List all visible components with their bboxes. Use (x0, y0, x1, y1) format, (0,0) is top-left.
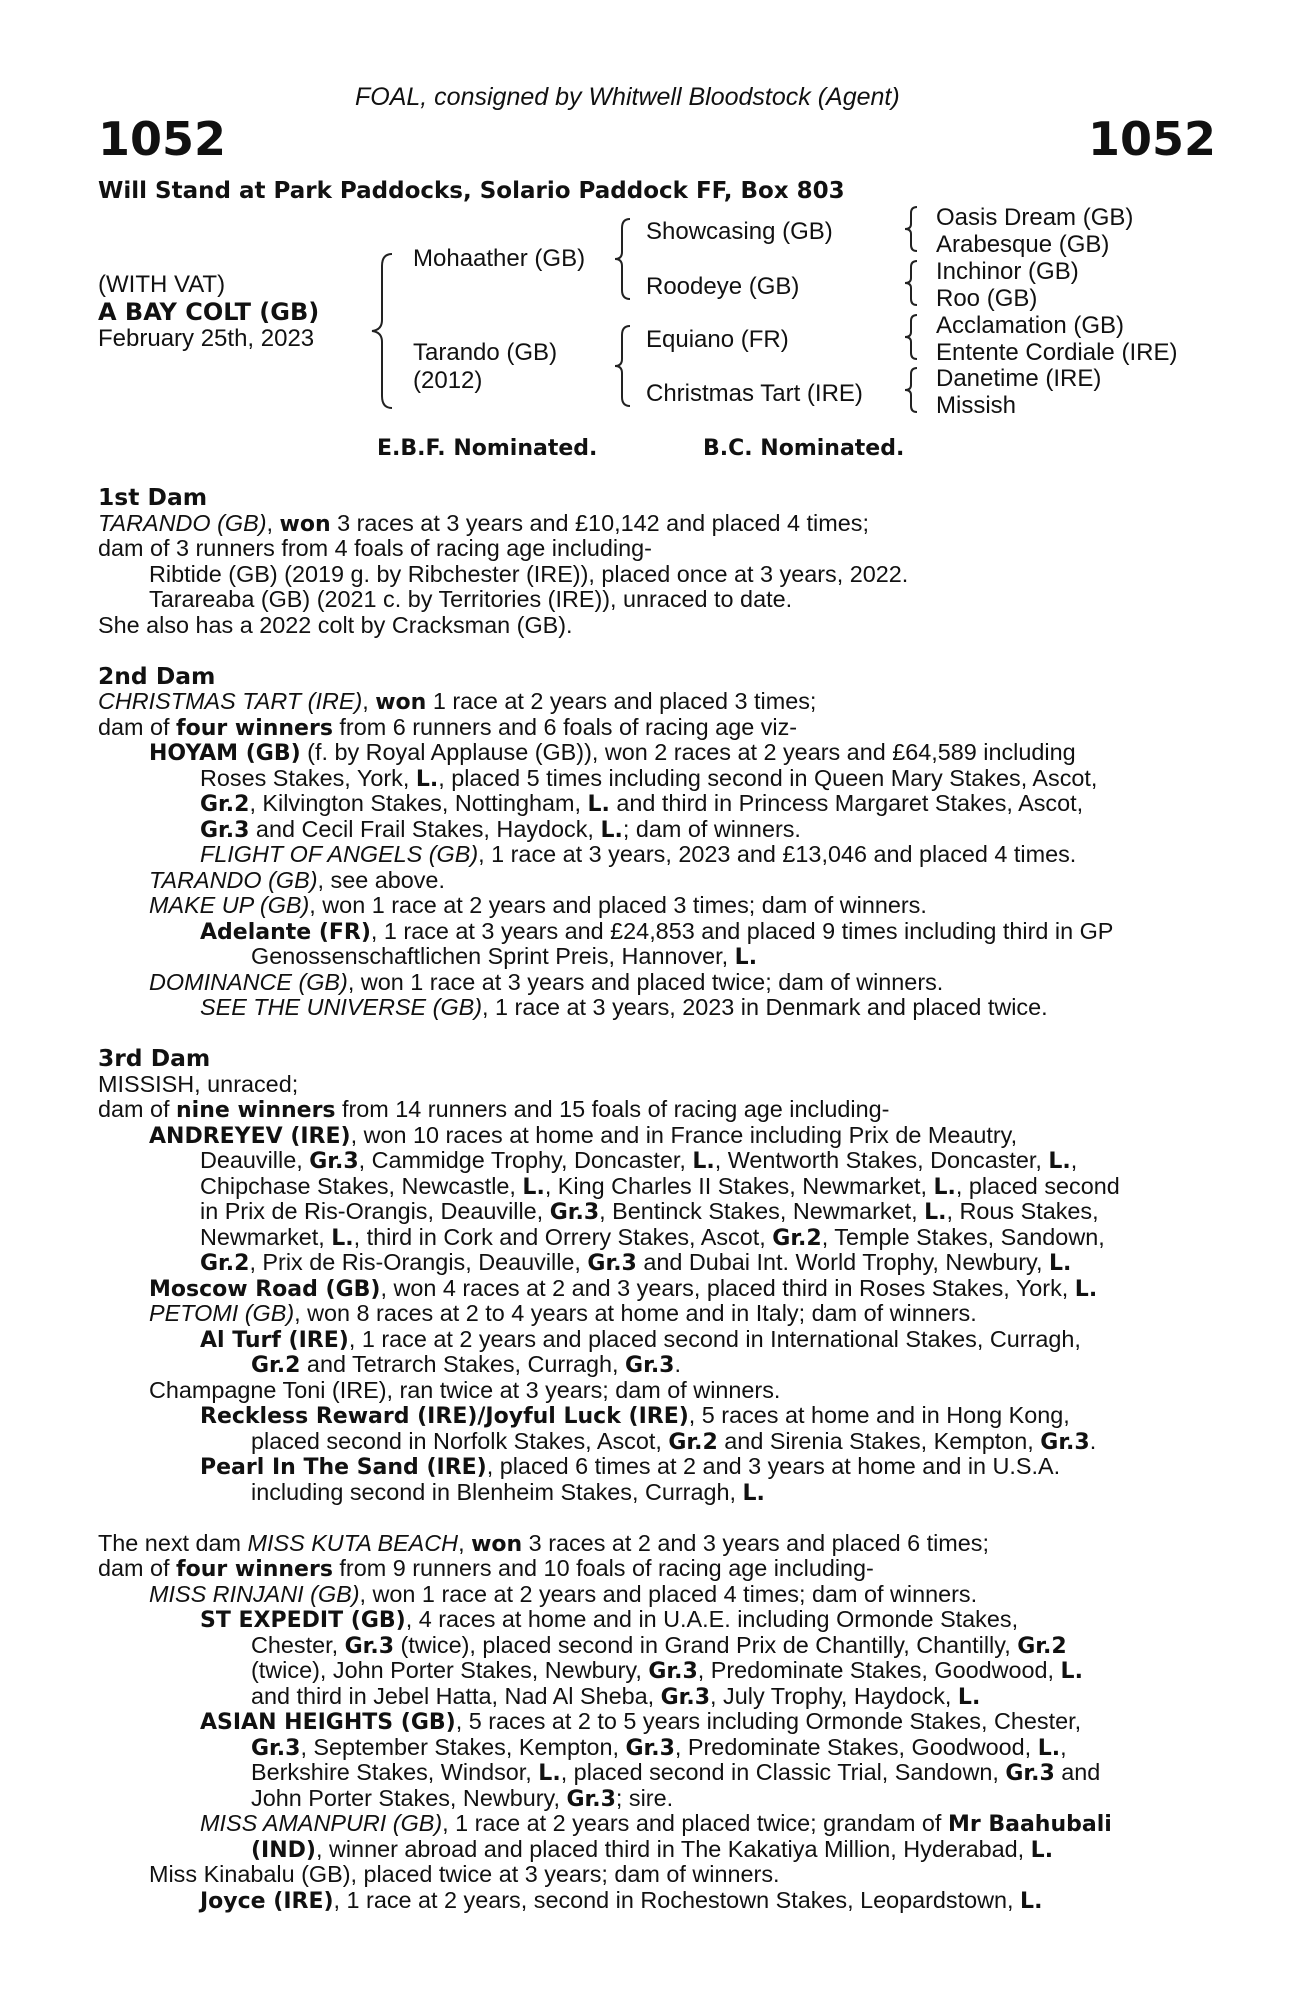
lot-number-right: 1052 (1088, 112, 1217, 166)
adelante-line-1: Adelante (FR), 1 race at 3 years and £24,853 and placed 9 times including third in GP (200, 918, 1114, 945)
adelante-line-2: Genossenschaftlichen Sprint Preis, Hannover, L. (251, 943, 758, 970)
champagne-toni-line: Champagne Toni (IRE), ran twice at 3 years; dam of winners. (149, 1377, 781, 1403)
hoyam-line-4: Gr.3 and Cecil Frail Stakes, Haydock, L.; dam of winners. (200, 816, 801, 843)
pedigree-sire: Mohaather (GB) (413, 245, 586, 272)
pearl-in-the-sand-line-1: Pearl In The Sand (IRE), placed 6 times at 2 and 3 years at home and in U.S.A. (200, 1453, 1061, 1480)
dominance-line: DOMINANCE (GB), won 1 race at 3 years and placed twice; dam of winners. (149, 969, 944, 995)
reckless-reward-line-1: Reckless Reward (IRE)/Joyful Luck (IRE), 5 races at home and in Hong Kong, (200, 1402, 1070, 1429)
horse-dob: February 25th, 2023 (98, 325, 315, 352)
pearl-in-the-sand-line-2: including second in Blenheim Stakes, Curragh, L. (251, 1479, 765, 1506)
hoyam-line-1: HOYAM (GB) (f. by Royal Applause (GB)), won 2 races at 2 years and £64,589 including (149, 739, 1076, 766)
second-dam-line: CHRISTMAS TART (IRE), won 1 race at 2 years and placed 3 times; (98, 688, 817, 715)
pedigree-dam: Tarando (GB) (413, 339, 558, 366)
pedigree-dam-sire: Equiano (FR) (646, 326, 789, 353)
tarando-line: TARANDO (GB), see above. (149, 867, 445, 893)
second-dam-heading: 2nd Dam (98, 662, 216, 690)
see-the-universe-line: SEE THE UNIVERSE (GB), 1 race at 3 years, 2023 in Denmark and placed twice. (200, 994, 1048, 1020)
ebf-nomination: E.B.F. Nominated. (377, 436, 598, 461)
andreyev-line-5: Newmarket, L., third in Cork and Orrery Stakes, Ascot, Gr.2, Temple Stakes, Sandown, (200, 1224, 1105, 1251)
pedigree-sire-sire: Showcasing (GB) (646, 218, 833, 245)
first-dam-note: She also has a 2022 colt by Cracksman (GB). (98, 612, 573, 638)
pedigree-dam-dam: Christmas Tart (IRE) (646, 380, 863, 407)
pedigree-sss: Oasis Dream (GB) (936, 204, 1134, 231)
miss-rinjani-line: MISS RINJANI (GB), won 1 race at 2 years and placed 4 times; dam of winners. (149, 1581, 978, 1607)
first-dam-produce-2: Tarareaba (GB) (2021 c. by Territories (IRE)), unraced to date. (149, 586, 793, 612)
andreyev-line-3: Chipchase Stakes, Newcastle, L., King Charles II Stakes, Newmarket, L., placed second (200, 1173, 1120, 1200)
al-turf-line-1: Al Turf (IRE), 1 race at 2 years and placed second in International Stakes, Curragh, (200, 1326, 1081, 1353)
next-dam-produce-intro: dam of four winners from 9 runners and 10 foals of racing age including- (98, 1555, 874, 1582)
st-expedit-line-4: and third in Jebel Hatta, Nad Al Sheba, Gr.3, July Trophy, Haydock, L. (251, 1683, 981, 1710)
first-dam-produce-1: Ribtide (GB) (2019 g. by Ribchester (IRE)), placed once at 3 years, 2022. (149, 561, 909, 587)
andreyev-line-6: Gr.2, Prix de Ris-Orangis, Deauville, Gr.3 and Dubai Int. World Trophy, Newbury, L. (200, 1249, 1072, 1276)
pedigree-brace-main (368, 250, 398, 412)
make-up-line: MAKE UP (GB), won 1 race at 2 years and placed 3 times; dam of winners. (149, 892, 927, 918)
hoyam-line-3: Gr.2, Kilvington Stakes, Nottingham, L. and third in Princess Margaret Stakes, Ascot, (200, 790, 1084, 817)
asian-heights-line-3: Berkshire Stakes, Windsor, L., placed second in Classic Trial, Sandown, Gr.3 and (251, 1759, 1101, 1786)
andreyev-line-4: in Prix de Ris-Orangis, Deauville, Gr.3, Bentinck Stakes, Newmarket, L., Rous Stakes, (200, 1198, 1099, 1225)
bc-nomination: B.C. Nominated. (703, 436, 905, 461)
pedigree-ddd: Missish (936, 392, 1017, 419)
pedigree-brace-sire (612, 216, 634, 302)
asian-heights-line-1: ASIAN HEIGHTS (GB), 5 races at 2 to 5 years including Ormonde Stakes, Chester, (200, 1708, 1082, 1735)
reckless-reward-line-2: placed second in Norfolk Stakes, Ascot, Gr.2 and Sirenia Stakes, Kempton, Gr.3. (251, 1428, 1097, 1455)
moscow-road-line: Moscow Road (GB), won 4 races at 2 and 3 years, placed third in Roses Stakes, York, L. (149, 1275, 1098, 1302)
flight-of-angels-line: FLIGHT OF ANGELS (GB), 1 race at 3 years, 2023 and £13,046 and placed 4 times. (200, 841, 1077, 867)
stand-location: Will Stand at Park Paddocks, Solario Paddock FF, Box 803 (98, 178, 845, 204)
horse-name: A BAY COLT (GB) (98, 298, 320, 326)
petomi-line: PETOMI (GB), won 8 races at 2 to 4 years at home and in Italy; dam of winners. (149, 1300, 977, 1326)
pedigree-dam-year: (2012) (413, 367, 483, 394)
first-dam-line: TARANDO (GB), won 3 races at 3 years and £10,142 and placed 4 times; (98, 510, 869, 537)
andreyev-line-2: Deauville, Gr.3, Cammidge Trophy, Doncaster, L., Wentworth Stakes, Doncaster, L., (200, 1147, 1078, 1174)
lot-number-left: 1052 (98, 112, 227, 166)
second-dam-produce-intro: dam of four winners from 6 runners and 6 foals of racing age viz- (98, 714, 798, 741)
pedigree-dss: Acclamation (GB) (936, 312, 1125, 339)
st-expedit-line-1: ST EXPEDIT (GB), 4 races at home and in U.A.E. including Ormonde Stakes, (200, 1606, 1019, 1633)
pedigree-sds: Inchinor (GB) (936, 258, 1079, 285)
pedigree-brace-dam (612, 323, 634, 409)
miss-amanpuri-line-2: (IND), winner abroad and placed third in The Kakatiya Million, Hyderabad, L. (251, 1836, 1054, 1863)
al-turf-line-2: Gr.2 and Tetrarch Stakes, Curragh, Gr.3. (251, 1351, 681, 1378)
pedigree-dsd: Entente Cordiale (IRE) (936, 339, 1178, 366)
pedigree-brace-sd (901, 258, 923, 308)
third-dam-heading: 3rd Dam (98, 1044, 211, 1072)
joyce-line: Joyce (IRE), 1 race at 2 years, second in Rochestown Stakes, Leopardstown, L. (200, 1887, 1043, 1914)
miss-kinabalu-line: Miss Kinabalu (GB), placed twice at 3 years; dam of winners. (149, 1861, 780, 1887)
pedigree-brace-dd (901, 365, 923, 415)
st-expedit-line-3: (twice), John Porter Stakes, Newbury, Gr.3, Predominate Stakes, Goodwood, L. (251, 1657, 1083, 1684)
andreyev-line-1: ANDREYEV (IRE), won 10 races at home and in France including Prix de Meautry, (149, 1122, 1018, 1149)
first-dam-heading: 1st Dam (98, 483, 208, 511)
asian-heights-line-4: John Porter Stakes, Newbury, Gr.3; sire. (251, 1785, 674, 1812)
first-dam-produce-intro: dam of 3 runners from 4 foals of racing age including- (98, 535, 652, 561)
pedigree-brace-ds (901, 312, 923, 362)
pedigree-dds: Danetime (IRE) (936, 365, 1102, 392)
pedigree-sdd: Roo (GB) (936, 285, 1038, 312)
consignor-line: FOAL, consigned by Whitwell Bloodstock (Agent) (355, 83, 900, 111)
asian-heights-line-2: Gr.3, September Stakes, Kempton, Gr.3, Predominate Stakes, Goodwood, L., (251, 1734, 1067, 1761)
third-dam-produce-intro: dam of nine winners from 14 runners and 15 foals of racing age including- (98, 1096, 890, 1123)
miss-amanpuri-line-1: MISS AMANPURI (GB), 1 race at 2 years and placed twice; grandam of Mr Baahubali (200, 1810, 1112, 1837)
third-dam-line: MISSISH, unraced; (98, 1071, 299, 1097)
pedigree-sire-dam: Roodeye (GB) (646, 273, 800, 300)
pedigree-brace-ss (901, 204, 923, 254)
vat-note: (WITH VAT) (98, 271, 226, 298)
st-expedit-line-2: Chester, Gr.3 (twice), placed second in Grand Prix de Chantilly, Chantilly, Gr.2 (251, 1632, 1067, 1659)
hoyam-line-2: Roses Stakes, York, L., placed 5 times including second in Queen Mary Stakes, Ascot, (200, 765, 1098, 792)
pedigree-ssd: Arabesque (GB) (936, 231, 1110, 258)
next-dam-line: The next dam MISS KUTA BEACH, won 3 races at 2 and 3 years and placed 6 times; (98, 1530, 989, 1557)
